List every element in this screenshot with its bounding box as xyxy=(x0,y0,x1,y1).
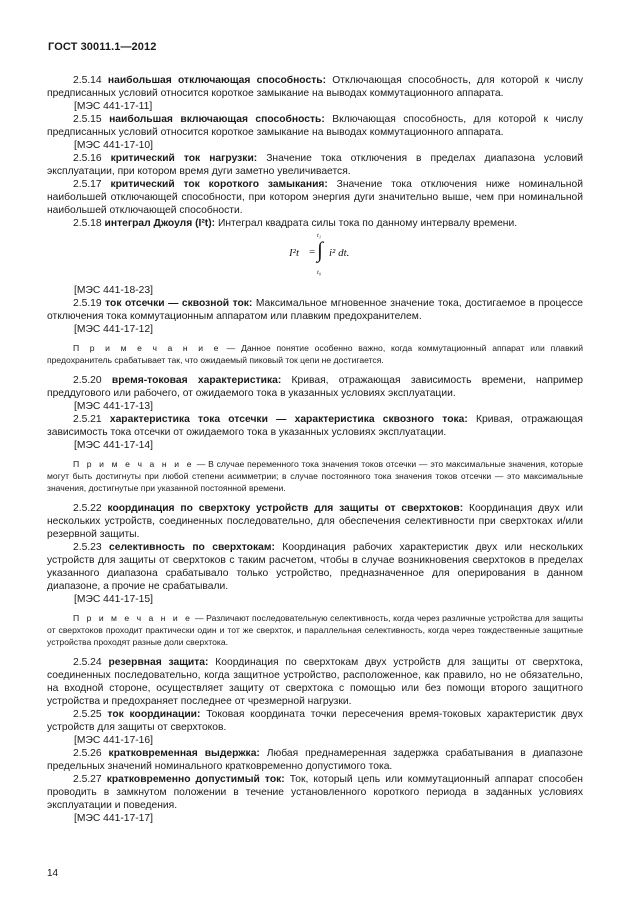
clause-number: 2.5.22 xyxy=(73,503,102,514)
clause-number: 2.5.26 xyxy=(73,748,102,759)
note-label: П р и м е ч а н и е xyxy=(73,343,221,353)
iec-reference: [МЭС 441-17-10] xyxy=(74,140,153,151)
clause-term: координация по сверхтоку устройств для защиты от сверхтоков: xyxy=(107,503,464,514)
clause-2-5-27 xyxy=(47,773,583,812)
note-text: — Данное понятие особенно важно, когда коммутационный аппарат или плавкий предохранитель срабатывает так, что ожидаемый пиковый ток цепи не достигается. xyxy=(47,343,584,365)
note-label: П р и м е ч а н и е xyxy=(73,459,194,469)
iec-reference: [МЭС 441-17-13] xyxy=(74,401,153,412)
clause-2-5-25 xyxy=(47,708,583,734)
clause-definition: Значение тока отключения ниже номинальной наибольшей отключающей способности, при котором энергия дуги значительно выше, чем при номинальной наибольшей отключающей способности. xyxy=(47,179,583,216)
clause-note xyxy=(47,612,583,648)
note-label: П р и м е ч а н и е xyxy=(73,613,193,623)
clause-number: 2.5.25 xyxy=(73,709,102,720)
page-number: 14 xyxy=(47,868,59,879)
clause-2-5-17 xyxy=(47,178,583,217)
document-body xyxy=(47,74,583,825)
clause-2-5-19 xyxy=(47,297,583,323)
formula-lower-limit: t₀ xyxy=(317,269,322,276)
clause-2-5-20 xyxy=(47,374,583,400)
iec-reference: [МЭС 441-17-16] xyxy=(74,735,153,746)
clause-definition: Токовая координата точки пересечения время-токовых характеристик двух устройств для защиты от сверхтоков. xyxy=(47,709,583,733)
note-text: — В случае переменного тока значения токов отсечки — это максимальные значения, которые могут быть достигнуты при любой степени асимметрии; в случае постоянного тока значения токов отсечки — это максимальные значения, достигнутые при указанной постоянной времени. xyxy=(47,459,583,493)
clause-term: критический ток нагрузки: xyxy=(110,153,258,164)
clause-number: 2.5.23 xyxy=(73,542,102,553)
clause-number: 2.5.24 xyxy=(73,657,102,668)
clause-definition: Кривая, отражающая зависимость времени, например преддугового или рабочего, от ожидаемого тока в указанных условиях эксплуатации. xyxy=(47,375,583,399)
clause-term: интеграл Джоуля (I²t): xyxy=(104,218,216,229)
clause-note xyxy=(47,458,583,494)
clause-number: 2.5.15 xyxy=(73,114,102,125)
clause-definition: Кривая, отражающая зависимость тока отсечки от ожидаемого тока в указанных условиях эксплуатации. xyxy=(47,414,583,438)
clause-term: кратковременно допустимый ток: xyxy=(106,774,285,785)
clause-2-5-14 xyxy=(47,74,583,100)
joule-integral-formula xyxy=(47,233,583,277)
clause-2-5-22 xyxy=(47,502,583,541)
clause-definition: Ток, который цепь или коммутационный аппарат способен проводить в замкнутом положении в течение установленного короткого периода в заданных условиях эксплуатации и поведения. xyxy=(47,774,583,811)
clause-term: кратковременная выдержка: xyxy=(108,748,260,759)
clause-definition: Координация двух или нескольких устройств, соединенных последовательно, для обеспечения селективности при сверхтоках и/или резервной защиты. xyxy=(47,503,583,540)
clause-number: 2.5.16 xyxy=(73,153,102,164)
clause-2-5-26 xyxy=(47,747,583,773)
clause-definition: Координация рабочих характеристик двух или нескольких устройств для защиты от сверхтоков с таким расчетом, чтобы в случае возникновения сверхтоков в пределах указанного диапазона срабатывало только устройство, предназначенное для оперирования в данном диапазоне, а прочие не срабатывали. xyxy=(47,542,583,592)
clause-number: 2.5.21 xyxy=(73,414,102,425)
formula-lhs: I²t xyxy=(289,247,300,259)
clause-definition: Интеграл квадрата силы тока по данному интервалу времени. xyxy=(217,218,518,229)
clause-definition: Координация по сверхтокам двух устройств для защиты от сверхтока, соединенных последовательно, когда защитное устройство, расположенное, как правило, но не обязательно, на входной стороне, осуществляет защиту от сверхтока с помощью или без помощи второго защитного устройства и предохраняет последнее от чрезмерной нагрузки. xyxy=(47,657,583,707)
document-header: ГОСТ 30011.1—2012 xyxy=(48,41,157,53)
clause-number: 2.5.19 xyxy=(73,298,102,309)
clause-term: критический ток короткого замыкания: xyxy=(110,179,328,190)
iec-reference: [МЭС 441-17-15] xyxy=(74,594,153,605)
clause-number: 2.5.18 xyxy=(73,218,102,229)
clause-number: 2.5.20 xyxy=(73,375,102,386)
clause-2-5-21 xyxy=(47,413,583,439)
clause-2-5-18 xyxy=(47,217,583,230)
note-text: — Различают последовательную селективность, когда через различные устройства для защиты от сверхтоков проходит практически один и тот же сверхток, и параллельная селективность, когда через тождественные защитные устройства проходят разные доли сверхтока. xyxy=(47,613,584,647)
iec-reference: [МЭС 441-17-12] xyxy=(74,324,153,335)
formula-equals: = xyxy=(309,246,316,258)
integral-sign-icon: ∫ xyxy=(317,237,324,262)
clause-definition: Значение тока отключения в пределах диапазона условий эксплуатации, при котором время дуги заметно увеличивается. xyxy=(47,153,583,177)
clause-term: наибольшая включающая способность: xyxy=(109,114,325,125)
clause-note xyxy=(47,342,583,366)
clause-2-5-15 xyxy=(47,113,583,139)
clause-number: 2.5.14 xyxy=(73,75,102,86)
iec-reference: [МЭС 441-18-23] xyxy=(74,285,153,296)
formula-upper-limit: t₁ xyxy=(317,232,322,239)
formula-integrand: i² dt. xyxy=(329,247,350,259)
clause-number: 2.5.17 xyxy=(73,179,102,190)
clause-term: наибольшая отключающая способность: xyxy=(107,75,326,86)
clause-number: 2.5.27 xyxy=(73,774,102,785)
iec-reference: [МЭС 441-17-17] xyxy=(74,813,153,824)
clause-term: характеристика тока отсечки — характеристика сквозного тока: xyxy=(109,414,468,425)
clause-definition: Максимальное мгновенное значение тока, достигаемое в процессе отключения тока коммутационным аппаратом или плавким предохранителем. xyxy=(47,298,583,322)
clause-2-5-23 xyxy=(47,541,583,593)
clause-2-5-24 xyxy=(47,656,583,708)
clause-term: селективность по сверхтокам: xyxy=(109,542,275,553)
clause-definition: Включающая способность, для которой к числу предписанных условий относится короткое замыкание на выводах коммутационного аппарата. xyxy=(47,114,583,138)
clause-definition: Любая преднамеренная задержка срабатывания в диапазоне предельных значений номинального кратковременно допустимого тока. xyxy=(47,748,583,772)
clause-term: резервная защита: xyxy=(108,657,209,668)
clause-definition: Отключающая способность, для которой к числу предписанных условий относится короткое замыкание на выводах коммутационного аппарата. xyxy=(47,75,583,99)
clause-2-5-16 xyxy=(47,152,583,178)
iec-reference: [МЭС 441-17-11] xyxy=(74,101,153,112)
iec-reference: [МЭС 441-17-14] xyxy=(74,440,153,451)
clause-term: ток отсечки — сквозной ток: xyxy=(105,298,253,309)
clause-term: время-токовая характеристика: xyxy=(111,375,282,386)
clause-term: ток координации: xyxy=(107,709,201,720)
